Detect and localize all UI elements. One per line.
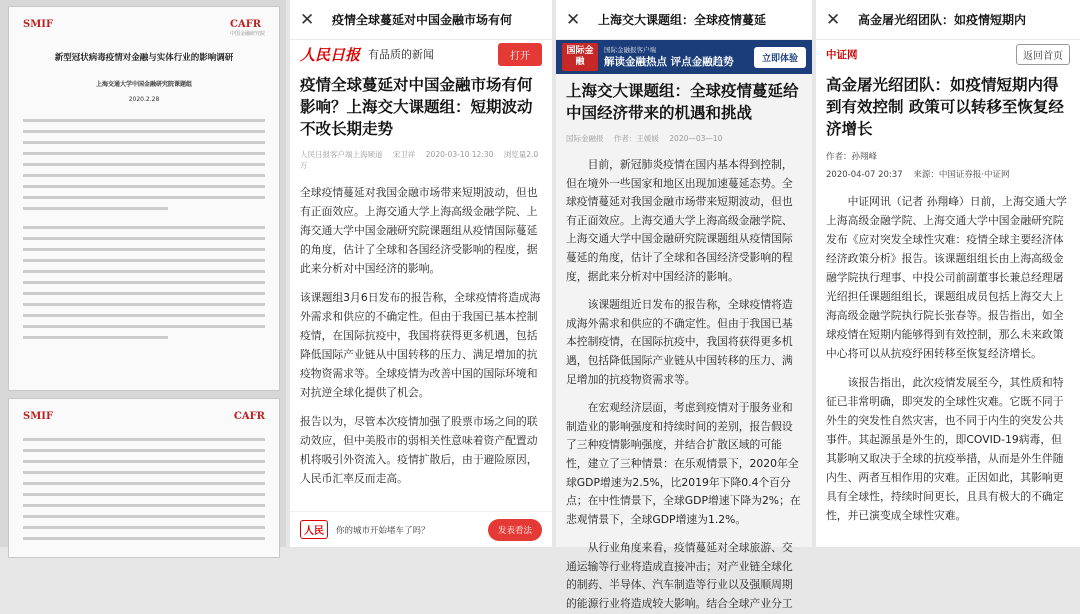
- topbar-title: 疫情全球蔓延对中国金融市场有何: [332, 13, 513, 27]
- report-page-2: [8, 398, 280, 558]
- article-headline: 上海交大课题组：全球疫情蔓延给中国经济带来的机遇和挑战: [556, 74, 812, 124]
- open-app-button[interactable]: 打开: [498, 43, 542, 66]
- smif-logo: SMIF: [23, 19, 54, 30]
- cafr-logo-sub: 中国金融研究院: [229, 31, 265, 37]
- ad-line-1: 国际金融报客户端: [604, 46, 656, 54]
- article-paragraph: 目前，新冠肺炎疫情在国内基本得到控制，但在境外一些国家和地区出现加速蔓延态势。全球疫情蔓延对我国金融市场带来短期波动，但也有正面效应。上海交通大学上海高级金融学院、上海交通大学中国金融研究院课题组从疫情国际蔓延的角度，估计了全球和各国经济受影响的程度，据此来分析对中国经济的影响。: [566, 158, 793, 283]
- article-author: 作者：孙翔峰: [826, 152, 878, 162]
- meta-views: 浏览量2.0万: [300, 150, 539, 170]
- meta-time: 2020-03-10 12:30: [425, 150, 494, 159]
- article-dateline: [816, 162, 1080, 180]
- article-panel-ifnews: [556, 0, 812, 611]
- article-meta: [290, 140, 552, 171]
- peoples-daily-logo: 人民日报: [300, 45, 361, 64]
- close-icon[interactable]: ✕: [300, 9, 315, 30]
- ad-text: [604, 45, 754, 69]
- report-scan-panel: [0, 0, 286, 547]
- meta-author: 宋卫祥: [392, 150, 416, 159]
- meta-source: 人民日报客户端上海频道: [300, 150, 383, 159]
- article-headline: 高金屠光绍团队：如疫情短期内得到有效控制 政策可以转移至恢复经济增长: [826, 76, 1064, 138]
- meta-source: 国际金融报: [566, 134, 604, 143]
- article-paragraph: 中证网讯（记者 孙翔峰）日前，上海交通大学上海高级金融学院、上海交通大学中国金融研究院发布《应对突发全球性灾难：疫情全球主要经济体经济政策分析》报告。该课题组组长由上海高级金融学院执行理事、中投公司前副董事长兼总经理屠光绍担任课题组组长，课题组成员包括上海交大上海高级金融学院执行院长张春等。报告指出，如全球疫情在短期内能够得到有效控制，那么未来政策中心将可以从抗疫纾困转移至恢复经济增长。: [826, 195, 1067, 360]
- app-ad-banner[interactable]: [556, 40, 812, 74]
- article-topbar: [816, 0, 1080, 40]
- cs-com-logo: 中证网: [826, 48, 858, 61]
- ad-line-2: 解读金融热点 评点金融趋势: [604, 56, 734, 68]
- article-paragraph: 该报告指出，此次疫情发展至今，其性质和特征已非常明确，即突发的全球性灾难。它既不同于外生的突发性自然灾害，也不同于内生的突发公共事件。其起源虽是外生的，即COVID-19病毒，但其影响又取决于全球的抗疫举措，从而是外生伴随内生、两者互相作用的灾难。正因如此，其影响更具有全球性，持续时间更长，且具有极大的不确定性，并已演变成全球性灾难。: [826, 376, 1064, 522]
- bottom-promo-bar: [290, 511, 552, 547]
- article-paragraph: 全球疫情蔓延对我国金融市场带来短期波动，但也有正面效应。上海交通大学上海高级金融学院、上海交通大学中国金融研究院课题组从疫情国际蔓延的角度，估计了全球和各国经济受影响的程度，据此来分析对中国经济的影响。: [300, 186, 538, 275]
- try-now-button[interactable]: 立即体验: [754, 47, 806, 68]
- back-home-button[interactable]: 返回首页: [1016, 44, 1070, 65]
- bottom-prompt: 你的城市开始堵车了吗？: [336, 525, 430, 536]
- site-brand-bar: [816, 40, 1080, 68]
- topbar-title: 高金屠光绍团队：如疫情短期内: [858, 13, 1027, 27]
- article-topbar: [290, 0, 552, 40]
- article-body: [556, 144, 812, 614]
- article-topbar: [556, 0, 812, 40]
- report-org: 上海交通大学中国金融研究院课题组: [95, 81, 192, 88]
- meta-source: 来源：中国证券报·中证网: [913, 170, 1010, 180]
- article-paragraph: 报告以为，尽管本次疫情加强了股票市场之间的联动效应，但中美股市的弱相关性意味着资产配置动机将吸引外资流入。疫情扩散后，由于避险原因，人民币汇率反而走高。: [300, 415, 538, 485]
- close-icon[interactable]: ✕: [826, 9, 841, 30]
- article-paragraph: 从行业角度来看，疫情蔓延对全球旅游、交通运输等行业将造成直接冲击；对产业链全球化的制药、半导体、汽车制造等行业以及强顺周期的能源行业将造成较大影响。结合全球产业分工: [566, 541, 793, 611]
- article-headline: 疫情全球蔓延对中国金融市场有何影响？上海交大课题组：短期波动不改长期走势: [300, 76, 533, 138]
- topbar-title: 上海交大课题组：全球疫情蔓延: [598, 13, 767, 27]
- meta-date: 2020-04-07 20:37: [826, 170, 903, 180]
- app-brand-bar: [290, 40, 552, 68]
- report-date: 2020.2.28: [128, 96, 160, 103]
- cafr-logo: [230, 19, 265, 37]
- brand-slogan: 有品质的新闻: [368, 48, 435, 61]
- meta-author: 作者：王媛媛: [613, 134, 659, 143]
- report-title: 新型冠状病毒疫情对金融与实体行业的影响调研: [54, 53, 234, 63]
- report-body-scan: [9, 422, 279, 540]
- article-panel-peoples-daily: [290, 0, 552, 547]
- ifnews-logo: 国际金融: [562, 43, 598, 71]
- article-body: [290, 171, 552, 488]
- article-panel-cs-com: [816, 0, 1080, 547]
- report-page-1: [8, 6, 280, 391]
- close-icon[interactable]: ✕: [566, 9, 581, 30]
- peoples-daily-small-logo: 人民: [300, 520, 328, 539]
- article-meta: [556, 124, 812, 144]
- cafr-logo-text: CAFR: [229, 19, 262, 30]
- meta-date: 2020—03—10: [669, 134, 723, 143]
- report-body-scan: [9, 103, 279, 339]
- article-body: [816, 180, 1080, 525]
- smif-logo: SMIF: [23, 411, 54, 422]
- article-paragraph: 在宏观经济层面，考虑到疫情对于服务业和制造业的影响强度和持续时间的差别，报告假设了三种疫情影响强度，并结合扩散区域的可能性，建立了三种情景：在乐观情景下，2020年全球GDP增速为2.5%，比2019年下降0.4个百分点；在中性情景下，全球GDP增速下降为2%；在悲观情景下，全球GDP增速为1.2%。: [566, 401, 801, 526]
- comment-button[interactable]: 发表看法: [488, 519, 542, 541]
- cafr-logo: CAFR: [233, 411, 265, 422]
- article-paragraph: 该课题组3月6日发布的报告称，全球疫情将造成海外需求和供应的不确定性。但由于我国已基本控制疫情，在国际抗疫中，我国将获得更多机遇，包括降低国际产业链从中国转移的压力、满足增加的抗疫物资需求等。全球疫情为改善中国的国际环境和对抗逆全球化提供了机会。: [300, 291, 541, 399]
- article-paragraph: 该课题组近日发布的报告称，全球疫情将造成海外需求和供应的不确定性。但由于我国已基本控制疫情，在国际抗疫中，我国将获得更多机遇，包括降低国际产业链从中国转移的压力、满足增加的抗疫物资需求等。: [566, 298, 793, 386]
